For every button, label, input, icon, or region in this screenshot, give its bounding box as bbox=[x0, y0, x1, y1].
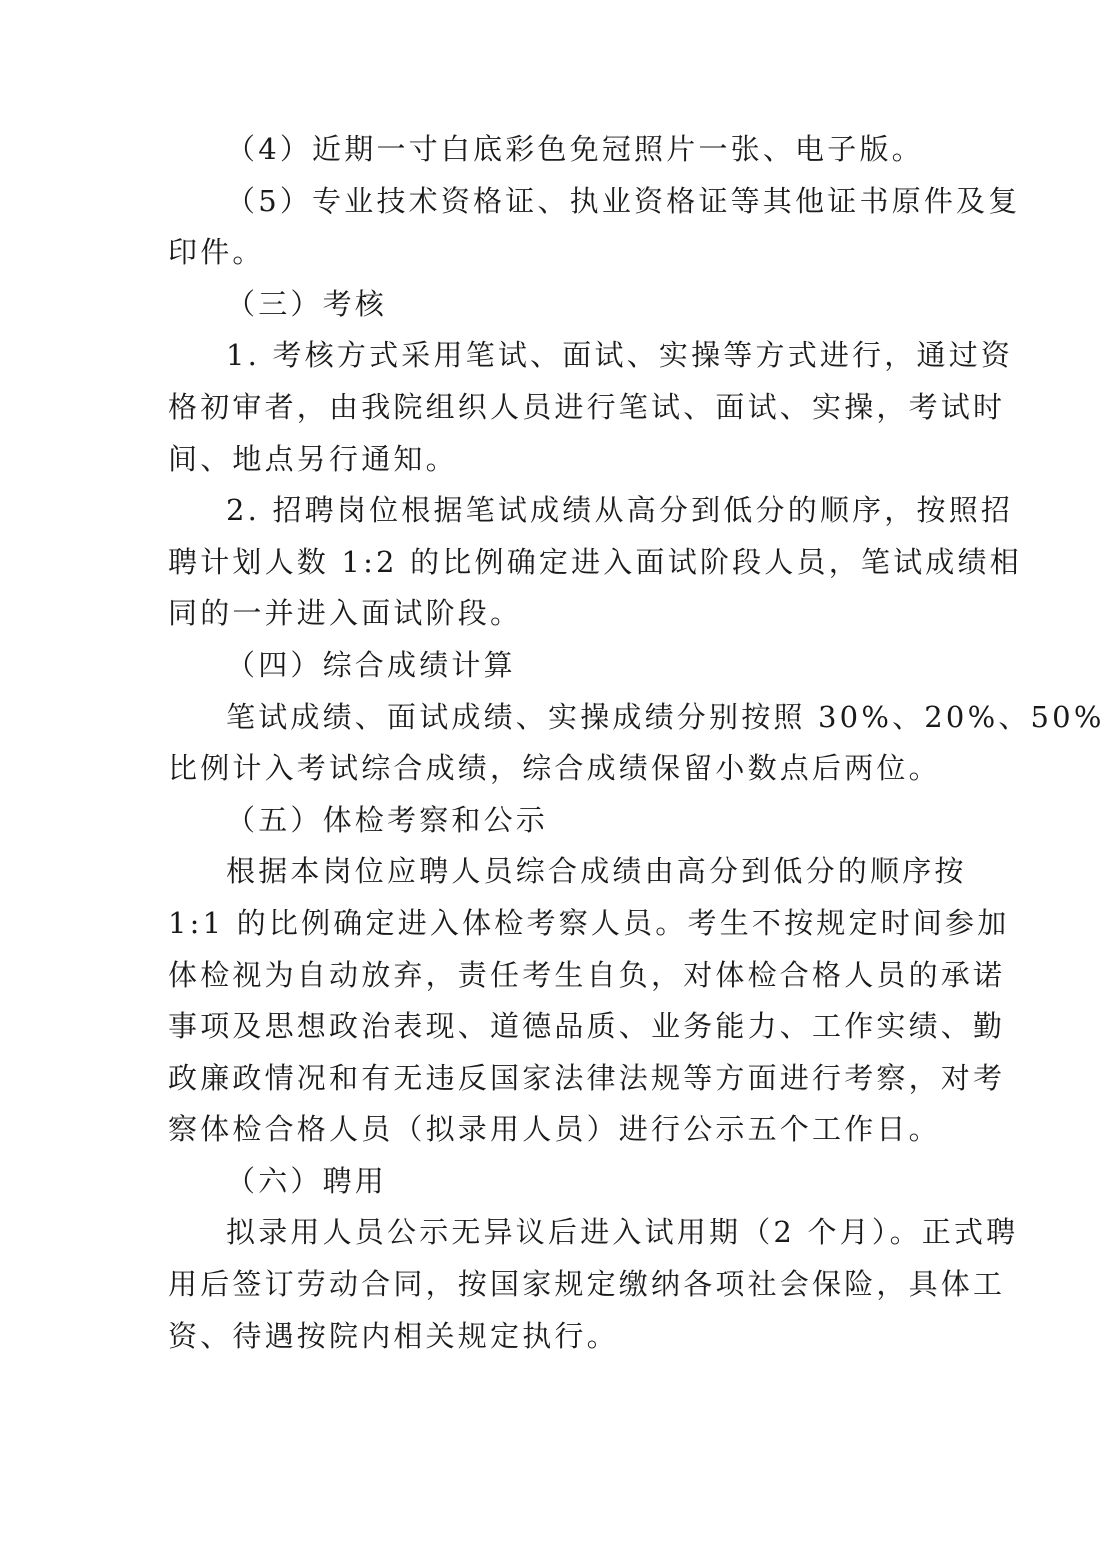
physical-exam-para-line-3: 体检视为自动放弃，责任考生自负，对体检合格人员的承诺 bbox=[168, 957, 1006, 992]
employment-para-line-1: 拟录用人员公示无异议后进入试用期（2 个月）。正式聘 bbox=[226, 1215, 1019, 1250]
assessment-para-1-line-1: 1. 考核方式采用笔试、面试、实操等方式进行，通过资 bbox=[226, 338, 1014, 373]
item-certificates-line-2: 印件。 bbox=[168, 235, 265, 270]
assessment-para-2-line-2: 聘计划人数 1:2 的比例确定进入面试阶段人员，笔试成绩相 bbox=[168, 544, 1022, 579]
overall-score-para-line-2: 比例计入考试综合成绩，综合成绩保留小数点后两位。 bbox=[168, 751, 941, 786]
employment-para-line-3: 资、待遇按院内相关规定执行。 bbox=[168, 1318, 619, 1353]
overall-score-para-line-1: 笔试成绩、面试成绩、实操成绩分别按照 30%、20%、50% bbox=[226, 699, 1105, 734]
section-heading-employment: （六）聘用 bbox=[226, 1163, 388, 1198]
assessment-para-2-line-1: 2. 招聘岗位根据笔试成绩从高分到低分的顺序，按照招 bbox=[226, 493, 1014, 528]
physical-exam-para-line-6: 察体检合格人员（拟录用人员）进行公示五个工作日。 bbox=[168, 1112, 941, 1147]
physical-exam-para-line-5: 政廉政情况和有无违反国家法律法规等方面进行考察，对考 bbox=[168, 1060, 1006, 1095]
document-body bbox=[168, 124, 1105, 1362]
physical-exam-para-line-1: 根据本岗位应聘人员综合成绩由高分到低分的顺序按 bbox=[226, 854, 967, 889]
section-heading-physical-exam: （五）体检考察和公示 bbox=[226, 802, 549, 837]
assessment-para-1-line-2: 格初审者，由我院组织人员进行笔试、面试、实操，考试时 bbox=[168, 389, 1006, 424]
section-heading-assessment: （三）考核 bbox=[226, 286, 388, 321]
item-photo-line: （4）近期一寸白底彩色免冠照片一张、电子版。 bbox=[226, 132, 924, 166]
item-certificates-line-1: （5）专业技术资格证、执业资格证等其他证书原件及复 bbox=[226, 183, 1021, 218]
section-heading-overall-score: （四）综合成绩计算 bbox=[226, 647, 516, 682]
physical-exam-para-line-4: 事项及思想政治表现、道德品质、业务能力、工作实绩、勤 bbox=[168, 1009, 1006, 1044]
assessment-para-1-line-3: 间、地点另行通知。 bbox=[168, 441, 458, 476]
physical-exam-para-line-2: 1:1 的比例确定进入体检考察人员。考生不按规定时间参加 bbox=[168, 905, 1010, 940]
employment-para-line-2: 用后签订劳动合同，按国家规定缴纳各项社会保险，具体工 bbox=[168, 1267, 1006, 1302]
assessment-para-2-line-3: 同的一并进入面试阶段。 bbox=[168, 596, 523, 631]
